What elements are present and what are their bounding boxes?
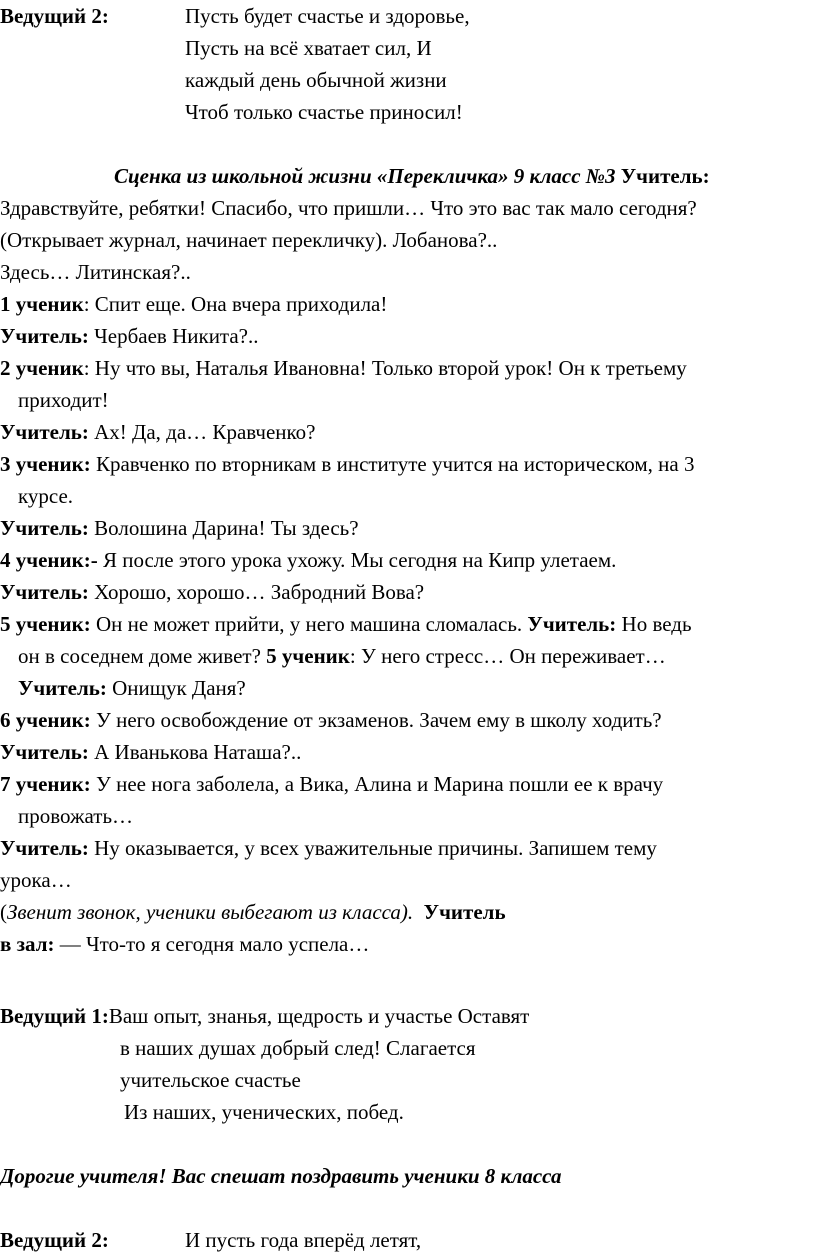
dialog-line: Учитель: Ах! Да, да… Кравченко? xyxy=(0,420,316,444)
dialog-line: в зал: — Что-то я сегодня мало успела… xyxy=(0,932,370,956)
dialog-line: 3 ученик: Кравченко по вторникам в институте учится на историческом, на 3 xyxy=(0,452,695,476)
poem-line: каждый день обычной жизни xyxy=(185,68,447,92)
stage-direction: (Звенит звонок, ученики выбегают из класса). Учитель xyxy=(0,900,506,924)
dialog-line: Учитель: Ну оказывается, у всех уважительные причины. Запишем тему xyxy=(0,836,657,860)
poem-line: И пусть года вперёд летят, xyxy=(185,1228,422,1252)
dialog-line: он в соседнем доме живет? 5 ученик: У него стресс… Он переживает… xyxy=(18,644,666,668)
dialog-line: Здравствуйте, ребятки! Спасибо, что пришли… Что это вас так мало сегодня? xyxy=(0,196,697,220)
dialog-line: 7 ученик: У нее нога заболела, а Вика, Алина и Марина пошли ее к врачу xyxy=(0,772,664,796)
poem-line: Чтоб только счастье приносил! xyxy=(185,100,463,124)
poem-line: в наших душах добрый след! Слагается xyxy=(120,1036,476,1060)
poem-line: Пусть будет счастье и здоровье, xyxy=(185,4,470,28)
dialog-line: 6 ученик: У него освобождение от экзаменов. Зачем ему в школу ходить? xyxy=(0,708,662,732)
block2-speaker: Ведущий 1: xyxy=(0,1004,109,1028)
poem-line: Пусть на всё хватает сил, И xyxy=(185,36,432,60)
dialog-line: Учитель: Хорошо, хорошо… Забродний Вова? xyxy=(0,580,425,604)
scene-title-text: Сценка из школьной жизни «Перекличка» 9 класс №3 xyxy=(114,164,616,188)
dialog-line: 2 ученик: Ну что вы, Наталья Ивановна! Только второй урок! Он к третьему xyxy=(0,356,687,380)
poem-line: учительское счастье xyxy=(120,1068,301,1092)
dialog-line: Учитель: Волошина Дарина! Ты здесь? xyxy=(0,516,359,540)
dialog-line: 4 ученик:- Я после этого урока ухожу. Мы сегодня на Кипр улетаем. xyxy=(0,548,617,572)
announcement: Дорогие учителя! Вас спешат поздравить ученики 8 класса xyxy=(0,1164,562,1188)
dialog-line: Здесь… Литинская?.. xyxy=(0,260,191,284)
dialog-line: провожать… xyxy=(18,804,134,828)
scene-title-speaker: Учитель: xyxy=(620,164,710,188)
dialog-line: Учитель: Чербаев Никита?.. xyxy=(0,324,259,348)
dialog-line: Учитель: Онищук Даня? xyxy=(18,676,246,700)
poem-line: Из наших, ученических, побед. xyxy=(124,1100,404,1124)
dialog-line: Учитель: А Иванькова Наташа?.. xyxy=(0,740,302,764)
block2-first-line: Ведущий 1:Ваш опыт, знанья, щедрость и участье Оставят xyxy=(0,1004,530,1028)
block3-speaker: Ведущий 2: xyxy=(0,1228,109,1252)
dialog-line: урока… xyxy=(0,868,72,892)
dialog-line: приходит! xyxy=(18,388,109,412)
block1-speaker: Ведущий 2: xyxy=(0,4,109,28)
dialog-line: 5 ученик: Он не может прийти, у него машина сломалась. Учитель: Но ведь xyxy=(0,612,692,636)
dialog-line: курсе. xyxy=(18,484,74,508)
scene-title xyxy=(114,162,710,190)
dialog-line: 1 ученик: Спит еще. Она вчера приходила! xyxy=(0,292,388,316)
dialog-line: (Открывает журнал, начинает перекличку). Лобанова?.. xyxy=(0,228,498,252)
